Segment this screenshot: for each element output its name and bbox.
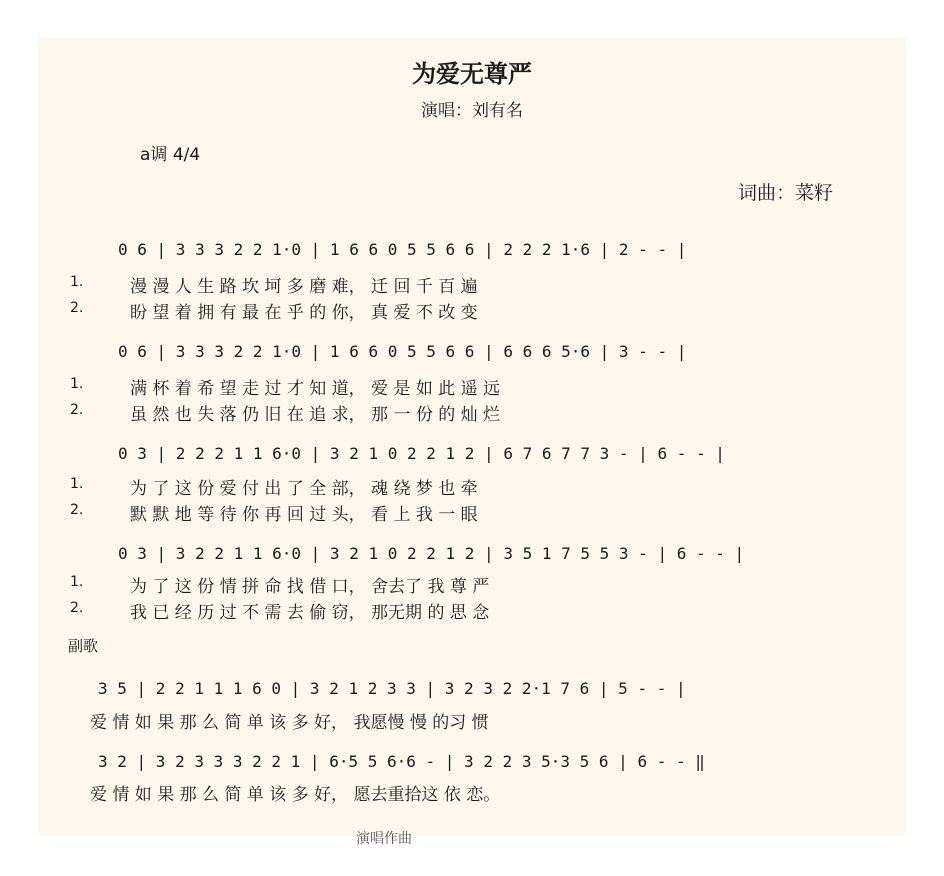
notation-row-3: 0 3 | 2 2 2 1 1 6·0 | 3 2 1 0 2 2 1 2 | 6 7 6 7 7 3 - | 6 - - |: [118, 444, 725, 463]
lyric-line: 为 了 这 份 爱 付 出 了 全 部， 魂 绕 梦 也 牵: [130, 479, 478, 499]
verse-label: 1.: [70, 274, 84, 290]
lyric-line: 满 杯 着 希 望 走 过 才 知 道， 爱 是 如 此 遥 远: [130, 379, 501, 399]
verse-label: 1.: [70, 376, 84, 392]
lyric-line: 为 了 这 份 情 拼 命 找 借 口， 舍去了 我 尊 严: [130, 577, 490, 597]
song-title: 为爱无尊严: [412, 60, 532, 88]
notation-row-2: 0 6 | 3 3 3 2 2 1·0 | 1 6 6 0 5 5 6 6 | 6 6 6 5·6 | 3 - - |: [118, 342, 687, 361]
lyric-line: 虽 然 也 失 落 仍 旧 在 追 求， 那 一 份 的 灿 烂: [130, 405, 501, 425]
lyrics-music-credit: 词曲：菜籽: [738, 182, 834, 204]
lyric-line: 默 默 地 等 待 你 再 回 过 头， 看 上 我 一 眼: [130, 505, 478, 525]
score-sheet: [38, 38, 906, 847]
lyric-line: 爱 情 如 果 那 么 简 单 该 多 好， 我愿慢 慢 的习 惯: [90, 713, 489, 733]
notation-row-6: 3 2 | 3 2 3 3 3 2 2 1 | 6·5 5 6·6 - | 3 2 2 3 5·3 5 6 | 6 - - ‖: [98, 752, 705, 771]
verse-label: 2.: [70, 502, 84, 518]
lyric-line: 盼 望 着 拥 有 最 在 乎 的 你， 真 爱 不 改 变: [130, 303, 478, 323]
notation-row-4: 0 3 | 3 2 2 1 1 6·0 | 3 2 1 0 2 2 1 2 | 3 5 1 7 5 5 3 - | 6 - - |: [118, 544, 745, 563]
verse-label: 1.: [70, 574, 84, 590]
verse-label: 2.: [70, 300, 84, 316]
cut-off-text: 演唱作曲: [356, 831, 412, 847]
verse-label: 2.: [70, 402, 84, 418]
chorus-label: 副歌: [68, 637, 99, 655]
lyric-line: 漫 漫 人 生 路 坎 坷 多 磨 难， 迁 回 千 百 遍: [130, 277, 478, 297]
lyric-line: 我 已 经 历 过 不 需 去 偷 窃， 那无期 的 思 念: [130, 603, 490, 623]
lyric-line: 爱 情 如 果 那 么 简 单 该 多 好， 愿去重拾这 依 恋。: [90, 785, 501, 805]
key-signature: a调 4/4: [140, 145, 201, 165]
notation-row-5: 3 5 | 2 2 1 1 1 6 0 | 3 2 1 2 3 3 | 3 2 3 2 2·1 7 6 | 5 - - |: [98, 679, 686, 698]
verse-label: 1.: [70, 476, 84, 492]
notation-row-1: 0 6 | 3 3 3 2 2 1·0 | 1 6 6 0 5 5 6 6 | 2 2 2 1·6 | 2 - - |: [118, 240, 687, 259]
singer-credit: 演唱：刘有名: [421, 101, 523, 121]
verse-label: 2.: [70, 600, 84, 616]
